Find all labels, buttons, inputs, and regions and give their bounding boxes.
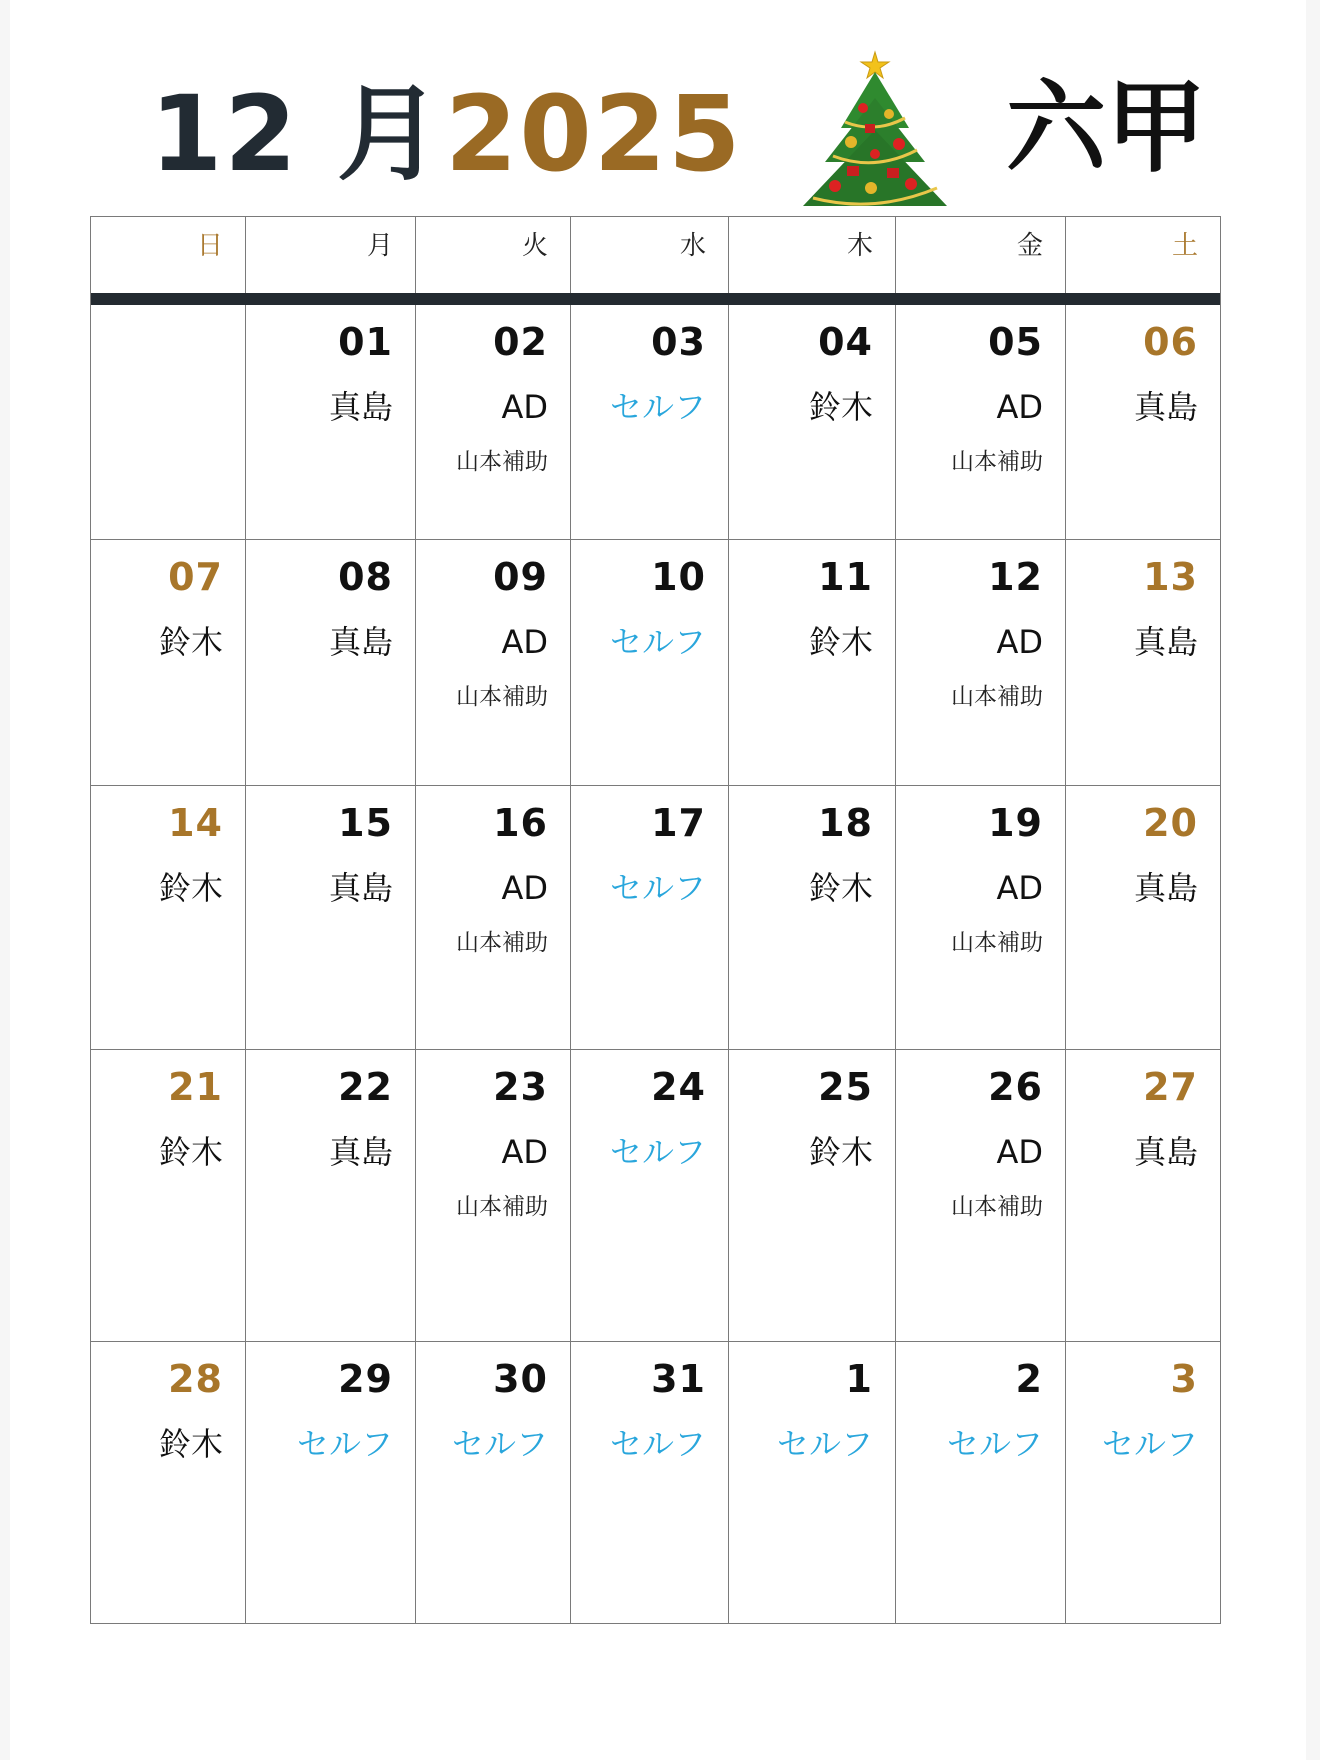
day-cell[interactable]	[896, 1342, 1066, 1624]
day-number: 2	[1015, 1357, 1043, 1401]
assistant-note: 山本補助	[456, 930, 548, 956]
title-month: 12 月	[150, 73, 443, 195]
day-cell[interactable]	[729, 1342, 896, 1624]
week-row	[91, 785, 1220, 1050]
staff-assignment: 鈴木	[808, 388, 873, 426]
staff-assignment: 真島	[328, 623, 393, 661]
day-number: 17	[651, 801, 706, 845]
staff-assignment: 鈴木	[158, 1425, 223, 1463]
staff-assignment: 真島	[328, 388, 393, 426]
day-cell[interactable]	[896, 786, 1066, 1050]
staff-assignment: 鈴木	[158, 1133, 223, 1171]
day-number: 29	[338, 1357, 393, 1401]
day-number: 02	[493, 320, 548, 364]
day-number: 23	[493, 1065, 548, 1109]
day-cell[interactable]	[729, 540, 896, 786]
day-cell[interactable]	[1066, 1050, 1220, 1342]
day-number: 25	[818, 1065, 873, 1109]
day-number: 06	[1143, 320, 1198, 364]
calendar-grid	[90, 216, 1221, 1624]
day-cell[interactable]	[416, 786, 571, 1050]
day-cell[interactable]	[91, 305, 246, 539]
day-number: 31	[651, 1357, 706, 1401]
day-number: 14	[168, 801, 223, 845]
weekday-header: 金	[896, 217, 1066, 293]
assistant-note: 山本補助	[456, 684, 548, 710]
assistant-note: 山本補助	[951, 930, 1043, 956]
header-divider-bar	[91, 293, 1220, 305]
day-number: 16	[493, 801, 548, 845]
day-number: 05	[988, 320, 1043, 364]
weekday-header: 木	[729, 217, 896, 293]
staff-assignment: セルフ	[946, 1425, 1043, 1463]
staff-assignment: AD	[996, 623, 1043, 661]
day-number: 21	[168, 1065, 223, 1109]
day-cell[interactable]	[91, 1050, 246, 1342]
day-cell[interactable]	[246, 1050, 416, 1342]
staff-assignment: 真島	[328, 869, 393, 907]
day-cell[interactable]	[1066, 540, 1220, 786]
staff-assignment: 鈴木	[808, 869, 873, 907]
staff-assignment: AD	[996, 1133, 1043, 1171]
day-cell[interactable]	[571, 305, 729, 539]
staff-assignment: セルフ	[1101, 1425, 1198, 1463]
week-row	[91, 305, 1220, 539]
staff-assignment: セルフ	[609, 869, 706, 907]
calendar-title	[0, 70, 1320, 200]
day-number: 1	[845, 1357, 873, 1401]
day-number: 24	[651, 1065, 706, 1109]
assistant-note: 山本補助	[951, 684, 1043, 710]
day-number: 22	[338, 1065, 393, 1109]
day-cell[interactable]	[896, 305, 1066, 539]
week-row	[91, 1341, 1220, 1624]
staff-assignment: 真島	[1133, 1133, 1198, 1171]
assistant-note: 山本補助	[951, 449, 1043, 475]
day-cell[interactable]	[571, 540, 729, 786]
day-cell[interactable]	[571, 1050, 729, 1342]
day-number: 27	[1143, 1065, 1198, 1109]
day-number: 12	[988, 555, 1043, 599]
day-number: 09	[493, 555, 548, 599]
day-number: 20	[1143, 801, 1198, 845]
day-cell[interactable]	[246, 786, 416, 1050]
staff-assignment: 鈴木	[158, 623, 223, 661]
staff-assignment: AD	[501, 869, 548, 907]
assistant-note: 山本補助	[456, 449, 548, 475]
day-cell[interactable]	[416, 1342, 571, 1624]
staff-assignment: 真島	[328, 1133, 393, 1171]
staff-assignment: AD	[996, 869, 1043, 907]
day-number: 13	[1143, 555, 1198, 599]
day-number: 18	[818, 801, 873, 845]
staff-assignment: 鈴木	[808, 623, 873, 661]
title-location: 六甲	[1006, 69, 1206, 186]
day-cell[interactable]	[91, 786, 246, 1050]
staff-assignment: 真島	[1133, 388, 1198, 426]
day-number: 08	[338, 555, 393, 599]
day-cell[interactable]	[729, 786, 896, 1050]
assistant-note: 山本補助	[951, 1194, 1043, 1220]
staff-assignment: AD	[996, 388, 1043, 426]
day-number: 10	[651, 555, 706, 599]
staff-assignment: セルフ	[296, 1425, 393, 1463]
day-cell[interactable]	[91, 1342, 246, 1624]
christmas-tree-icon	[775, 38, 975, 218]
day-number: 28	[168, 1357, 223, 1401]
weekday-header: 水	[571, 217, 729, 293]
weekday-header: 火	[416, 217, 571, 293]
day-number: 03	[651, 320, 706, 364]
day-cell[interactable]	[416, 1050, 571, 1342]
weekday-header: 月	[246, 217, 416, 293]
day-number: 01	[338, 320, 393, 364]
staff-assignment: AD	[501, 623, 548, 661]
day-number: 07	[168, 555, 223, 599]
assistant-note: 山本補助	[456, 1194, 548, 1220]
day-cell[interactable]	[416, 305, 571, 539]
day-number: 15	[338, 801, 393, 845]
weekday-header: 日	[91, 217, 246, 293]
staff-assignment: 鈴木	[808, 1133, 873, 1171]
day-cell[interactable]	[729, 305, 896, 539]
day-cell[interactable]	[416, 540, 571, 786]
day-cell[interactable]	[246, 540, 416, 786]
day-number: 30	[493, 1357, 548, 1401]
day-cell[interactable]	[729, 1050, 896, 1342]
staff-assignment: AD	[501, 1133, 548, 1171]
day-number: 04	[818, 320, 873, 364]
day-number: 11	[818, 555, 873, 599]
staff-assignment: セルフ	[776, 1425, 873, 1463]
day-number: 19	[988, 801, 1043, 845]
staff-assignment: セルフ	[451, 1425, 548, 1463]
staff-assignment: 真島	[1133, 869, 1198, 907]
title-year: 2025	[445, 73, 743, 195]
day-number: 3	[1170, 1357, 1198, 1401]
day-cell[interactable]	[571, 1342, 729, 1624]
day-number: 26	[988, 1065, 1043, 1109]
weekday-header: 土	[1171, 231, 1198, 261]
day-cell[interactable]	[246, 305, 416, 539]
staff-assignment: セルフ	[609, 388, 706, 426]
day-cell[interactable]	[896, 1050, 1066, 1342]
week-row	[91, 1049, 1220, 1342]
staff-assignment: セルフ	[609, 1133, 706, 1171]
day-cell[interactable]	[1066, 786, 1220, 1050]
day-cell[interactable]	[571, 786, 729, 1050]
week-row	[91, 539, 1220, 786]
staff-assignment: セルフ	[609, 1425, 706, 1463]
day-cell[interactable]	[896, 540, 1066, 786]
staff-assignment: 真島	[1133, 623, 1198, 661]
day-cell[interactable]	[1066, 305, 1220, 539]
day-cell[interactable]	[1066, 1342, 1220, 1624]
staff-assignment: AD	[501, 388, 548, 426]
staff-assignment: 鈴木	[158, 869, 223, 907]
weekday-header-row	[91, 217, 1220, 293]
day-cell[interactable]	[246, 1342, 416, 1624]
staff-assignment: セルフ	[609, 623, 706, 661]
day-cell[interactable]	[91, 540, 246, 786]
